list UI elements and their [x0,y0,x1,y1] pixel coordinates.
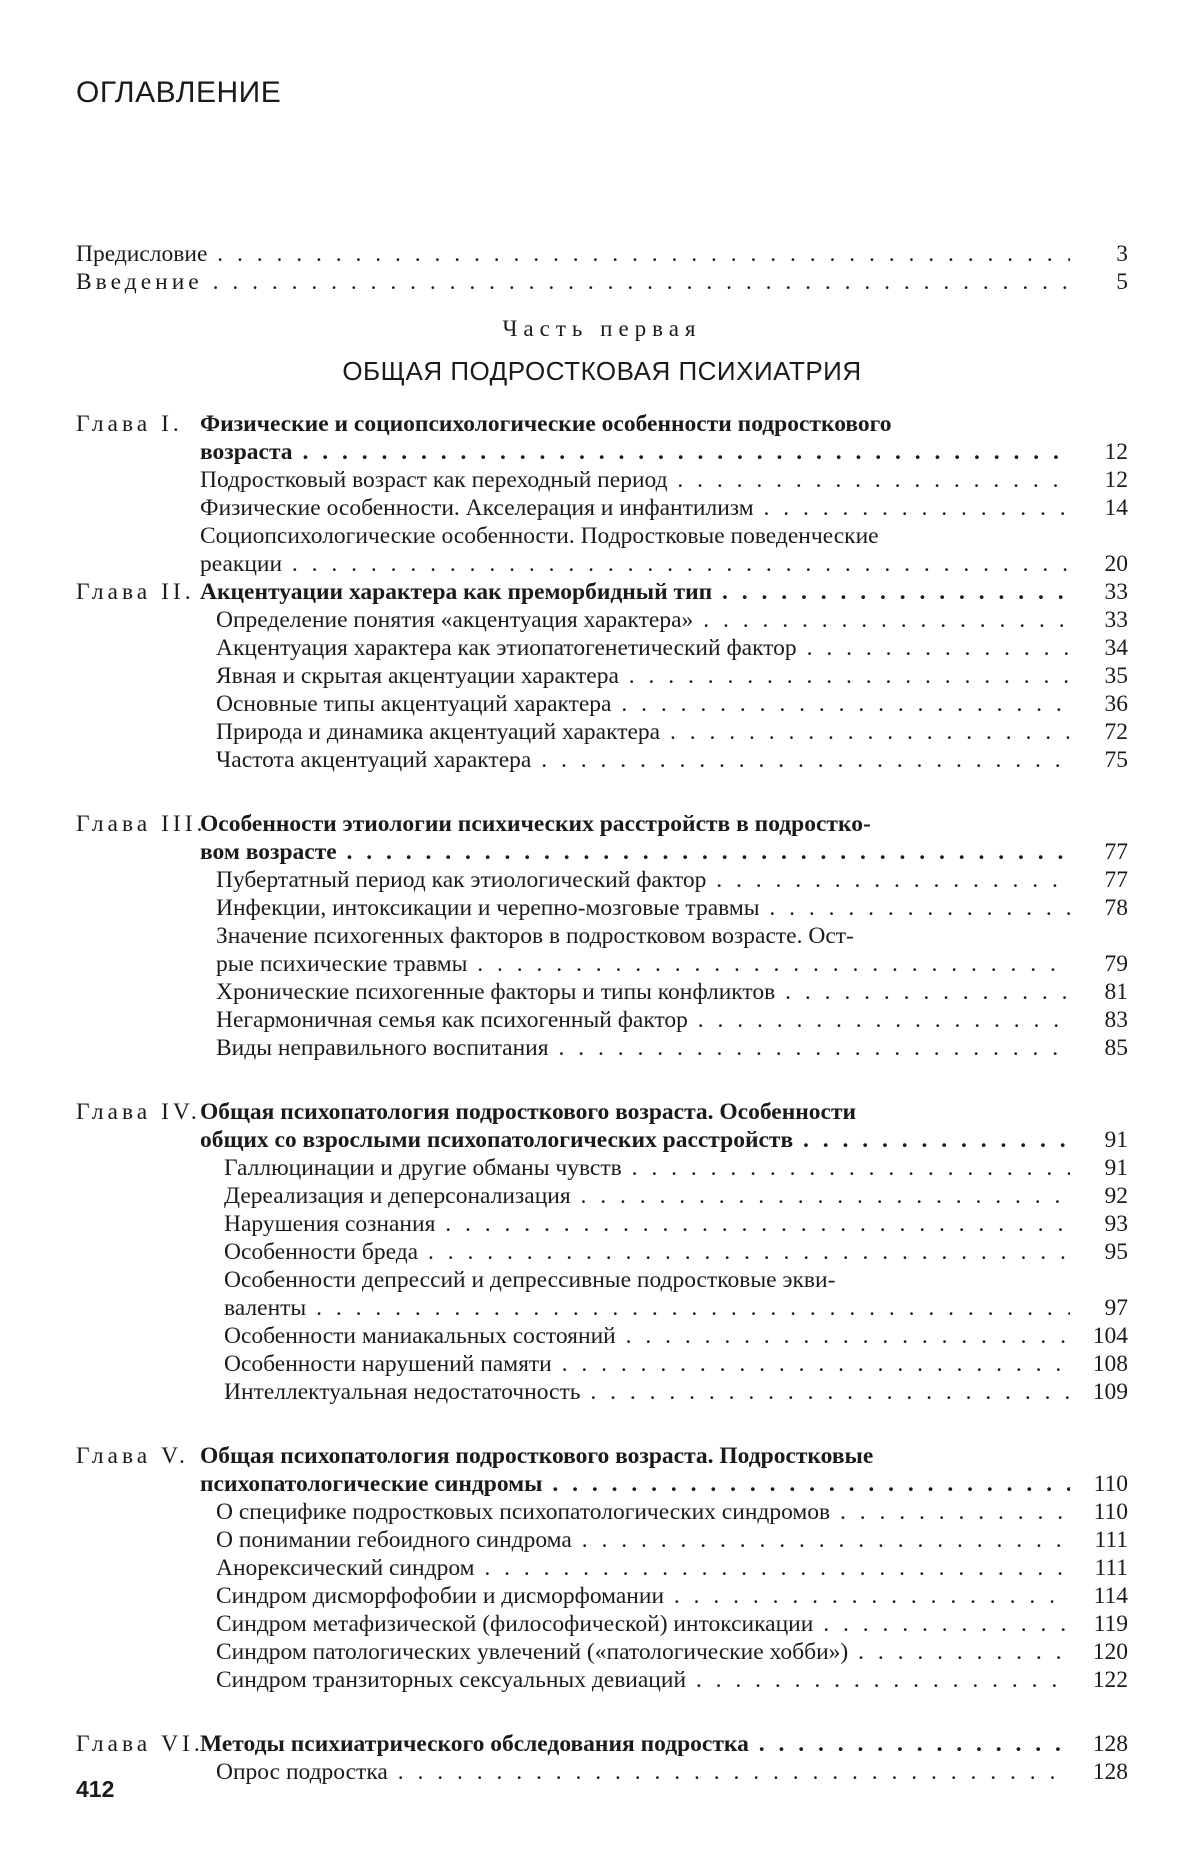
chapter-label: Глава V. [76,1443,189,1469]
section-row [216,1498,1128,1526]
section-entry [200,746,1128,774]
chapter-body [200,410,1128,578]
section-title-line: Особенности депрессий и депрессивные подростковые экви- [224,1267,836,1293]
section-title-line: Негармоничная семья как психогенный фактор . . . [216,1006,1070,1034]
section-title-line: Физические особенности. Акселерация и инфантилизм . . . [200,494,1070,522]
section-page: 122 [1092,1667,1128,1693]
section-page: 34 [1104,635,1128,661]
section-row [216,690,1128,718]
section-title-line: Галлюцинации и другие обманы чувств . . . [224,1154,1070,1182]
chapter-5 [76,1442,1128,1694]
chapter-title-line: Акцентуации характера как преморбидный тип . . . [200,578,1070,606]
section-entry [200,1638,1128,1666]
section-row [216,978,1128,1006]
page-number: 412 [76,1776,115,1802]
section-page: 93 [1104,1211,1128,1237]
section-title-line: О специфике подростковых психопатологических синдромов . . . [216,1498,1070,1526]
section-row [224,1378,1128,1406]
chapter-title-line: возраста . . . [200,438,1070,466]
section-entry [200,866,1128,894]
section-entry [200,1350,1128,1378]
chapter-title-row [200,838,1128,866]
section-page: 75 [1104,747,1128,773]
chapter-3 [76,810,1128,1062]
section-entry [200,1006,1128,1034]
chapter-1 [76,410,1128,578]
section-row [200,466,1128,494]
toc-entry-title: Предисловие . . . [76,240,1070,268]
chapter-label: Глава IV. [76,1099,201,1125]
section-entry [200,718,1128,746]
section-title-line: Синдром патологических увлечений («патологические хобби») . . . [216,1638,1070,1666]
section-page: 35 [1104,663,1128,689]
chapter-page: 128 [1092,1731,1128,1757]
section-title-line: реакции . . . [200,550,1070,578]
section-entry [200,1554,1128,1582]
section-page: 109 [1092,1379,1128,1405]
section-row [224,1154,1128,1182]
section-title-line: Подростковый возраст как переходный период . . . [200,466,1070,494]
section-entry [200,1758,1128,1786]
section-row [224,1238,1128,1266]
section-row [224,1322,1128,1350]
toc-entry-preface [76,240,1128,268]
section-entry [200,1582,1128,1610]
chapter-page: 33 [1104,579,1128,605]
chapter-title-line: психопатологические синдромы . . . [200,1470,1070,1498]
section-title-line: валенты . . . [224,1294,1070,1322]
section-entry [200,1210,1128,1238]
section-page: 119 [1093,1611,1128,1637]
chapter-title-line: общих со взрослыми психопатологических расстройств . . . [200,1126,1070,1154]
part-title: ОБЩАЯ ПОДРОСТКОВАЯ ПСИХИАТРИЯ [342,356,862,386]
section-row [216,1526,1128,1554]
chapter-page: 12 [1104,439,1128,465]
section-page: 81 [1104,979,1128,1005]
section-page: 20 [1104,551,1128,577]
section-row [224,1182,1128,1210]
chapter-6 [76,1730,1128,1786]
section-entry [200,1666,1128,1694]
chapter-title-line: Особенности этиологии психических расстройств в подростко- [200,811,871,837]
chapter-title-line: Общая психопатология подросткового возраста. Особенности [200,1099,857,1125]
section-entry [200,1498,1128,1526]
section-row [216,662,1128,690]
section-entry [200,922,1128,978]
section-page: 95 [1104,1239,1128,1265]
chapter-title-row [200,1126,1128,1154]
section-page: 92 [1104,1183,1128,1209]
chapter-page: 110 [1093,1471,1128,1497]
section-row [216,606,1128,634]
section-title-line: Синдром дисморфофобии и дисморфомании . . . [216,1582,1070,1610]
section-row [216,1638,1128,1666]
section-entry [200,1526,1128,1554]
section-title-line: Значение психогенных факторов в подростковом возрасте. Ост- [216,923,854,949]
section-page: 72 [1104,719,1128,745]
section-page: 97 [1104,1295,1128,1321]
section-page: 79 [1104,951,1128,977]
section-entry [200,690,1128,718]
chapter-title-line: Общая психопатология подросткового возраста. Подростковые [200,1443,874,1469]
chapter-page: 77 [1104,839,1128,865]
section-entry [200,1322,1128,1350]
section-page: 108 [1092,1351,1128,1377]
section-row [216,1666,1128,1694]
section-entry [200,1182,1128,1210]
section-title-line: Природа и динамика акцентуаций характера . . . [216,718,1070,746]
section-title-line: Акцентуация характера как этиопатогенетический фактор . . . [216,634,1070,662]
section-entry [200,1610,1128,1638]
chapter-title-row [200,438,1128,466]
section-page: 83 [1104,1007,1128,1033]
section-title-line: Инфекции, интоксикации и черепно-мозговые травмы . . . [216,894,1070,922]
section-entry [200,1154,1128,1182]
chapter-label: Глава III. [76,811,207,837]
section-page: 110 [1093,1499,1128,1525]
section-row [216,746,1128,774]
section-title-line: Синдром транзиторных сексуальных девиаций . . . [216,1666,1070,1694]
section-row [216,950,1128,978]
chapter-list [76,388,1128,1786]
section-page: 104 [1092,1323,1128,1349]
part-label: Часть первая [502,316,702,341]
section-entry [200,494,1128,522]
chapter-4 [76,1098,1128,1406]
section-page: 91 [1104,1155,1128,1181]
section-row [216,1582,1128,1610]
toc-entry-introduction [76,268,1128,296]
section-title-line: Явная и скрытая акцентуации характера . . . [216,662,1070,690]
section-page: 12 [1104,467,1128,493]
section-row [216,718,1128,746]
section-row [200,550,1128,578]
toc-entry-page: 5 [1116,269,1128,295]
chapter-label: Глава I. [76,411,183,437]
section-page: 78 [1104,895,1128,921]
section-title-line: Определение понятия «акцентуация характера» . . . [216,606,1070,634]
section-page: 120 [1092,1639,1128,1665]
section-title-line: О понимании гебоидного синдрома . . . [216,1526,1070,1554]
chapter-title-line: Методы психиатрического обследования подростка . . . [200,1730,1070,1758]
section-title-line: Виды неправильного воспитания . . . [216,1034,1070,1062]
section-title-line: Основные типы акцентуаций характера . . . [216,690,1070,718]
section-row [216,866,1128,894]
chapter-title-row [200,1470,1128,1498]
section-title-line: Синдром метафизической (философической) интоксикации . . . [216,1610,1070,1638]
chapter-label: Глава VI. [76,1731,204,1757]
section-row [216,1610,1128,1638]
section-row [216,1554,1128,1582]
chapter-label: Глава II. [76,579,195,605]
section-entry [200,522,1128,578]
section-title-line: Хронические психогенные факторы и типы конфликтов . . . [216,978,1070,1006]
chapter-title-row [200,1730,1128,1758]
section-row [216,1006,1128,1034]
toc-entry-page: 3 [1116,241,1128,267]
toc-entry-title: Введение . . . [76,268,1070,296]
section-page: 85 [1104,1035,1128,1061]
section-row [224,1210,1128,1238]
section-entry [200,1034,1128,1062]
section-page: 114 [1093,1583,1128,1609]
section-entry [200,662,1128,690]
section-title-line: Анорексический синдром . . . [216,1554,1070,1582]
chapter-title-line: Физические и социопсихологические особенности подросткового [200,411,892,437]
chapter-title-row [200,578,1128,606]
chapter-2 [76,578,1128,774]
section-row [200,494,1128,522]
section-title-line: Частота акцентуаций характера . . . [216,746,1070,774]
section-entry [200,1266,1128,1322]
section-title-line: Нарушения сознания . . . [224,1210,1070,1238]
section-page: 36 [1104,691,1128,717]
section-row [216,1758,1128,1786]
page-heading: ОГЛАВЛЕНИЕ [76,76,282,109]
section-entry [200,978,1128,1006]
section-page: 77 [1104,867,1128,893]
section-entry [200,606,1128,634]
section-title-line: Особенности нарушений памяти . . . [224,1350,1070,1378]
section-page: 111 [1094,1555,1128,1581]
chapter-body [200,1730,1128,1786]
section-row [216,1034,1128,1062]
section-page: 14 [1104,495,1128,521]
chapter-body [200,1442,1128,1694]
section-title-line: Дереализация и деперсонализация . . . [224,1182,1070,1210]
section-title-line: Особенности маниакальных состояний . . . [224,1322,1070,1350]
section-title-line: рые психические травмы . . . [216,950,1070,978]
chapter-body [200,810,1128,1062]
section-page: 111 [1094,1527,1128,1553]
chapter-title-line: вом возрасте . . . [200,838,1070,866]
section-row [216,634,1128,662]
chapter-page: 91 [1104,1127,1128,1153]
section-entry [200,894,1128,922]
section-page: 128 [1092,1759,1128,1785]
section-title-line: Интеллектуальная недостаточность . . . [224,1378,1070,1406]
chapter-body [200,1098,1128,1406]
section-title-line: Особенности бреда . . . [224,1238,1070,1266]
section-entry [200,1238,1128,1266]
section-page: 33 [1104,607,1128,633]
table-of-contents [76,240,1128,1786]
section-title-line: Опрос подростка . . . [216,1758,1070,1786]
section-entry [200,466,1128,494]
section-row [224,1350,1128,1378]
section-title-line: Пубертатный период как этиологический фактор . . . [216,866,1070,894]
chapter-body [200,578,1128,774]
section-row [224,1294,1128,1322]
section-row [216,894,1128,922]
section-title-line: Социопсихологические особенности. Подростковые поведенческие [200,523,879,549]
section-entry [200,634,1128,662]
section-entry [200,1378,1128,1406]
